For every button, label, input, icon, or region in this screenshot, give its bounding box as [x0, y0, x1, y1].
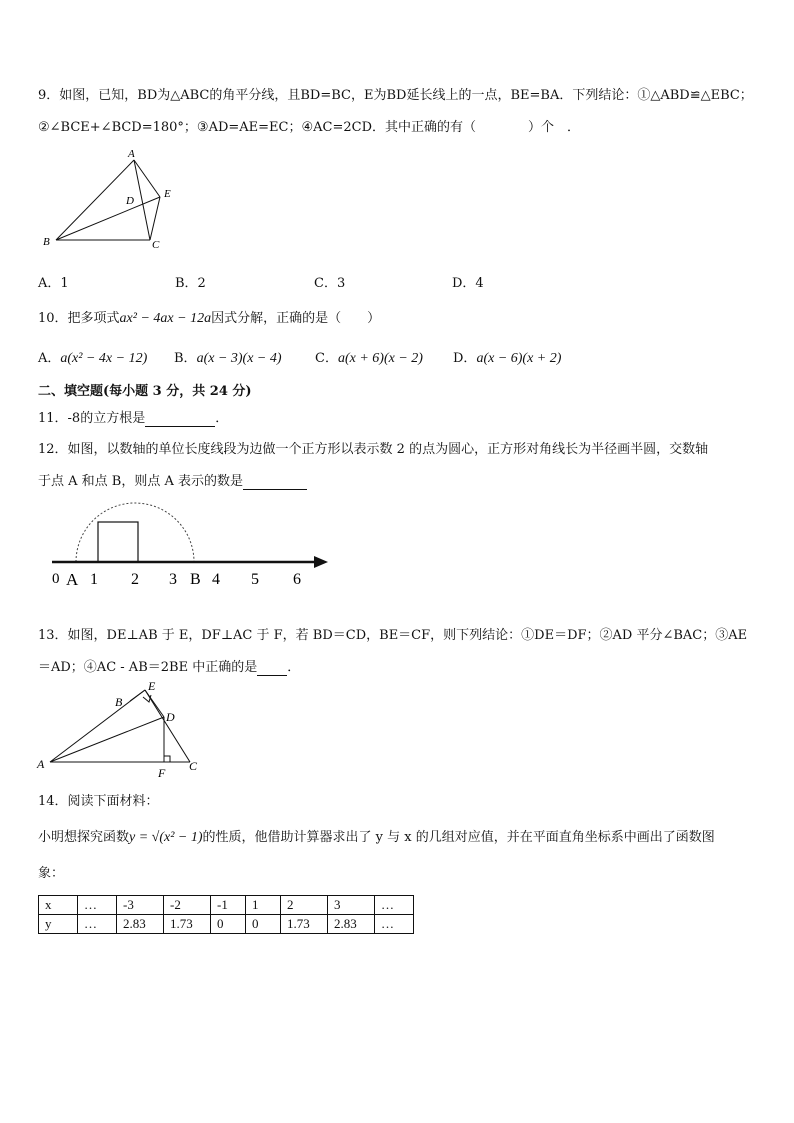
svg-text:5: 5: [251, 571, 259, 588]
q10-polynomial: ax² − 4ax − 12a: [119, 311, 212, 326]
svg-text:E: E: [148, 679, 156, 693]
q10-suffix: 因式分解，正确的是（ ）: [211, 311, 381, 326]
svg-text:6: 6: [293, 571, 301, 588]
q12-line2-wrap: [38, 470, 307, 490]
q9-line1: 9．如图，已知，BD为△ABC的角平分线，且BD=BC，E为BD延长线上的一点，BE=BA．下列结论：①△ABD≌△EBC；: [38, 88, 753, 103]
table-row-y: y … 2.83 1.73 0 0 1.73 2.83 …: [39, 915, 414, 934]
q9-label-e: E: [164, 188, 171, 200]
q10-option-b: B．a(x − 3)(x − 4): [174, 351, 282, 366]
q9-triangle-figure: [30, 142, 190, 254]
q10-option-c: C．a(x + 6)(x − 2): [315, 351, 423, 366]
q13-line1: 13．如图，DE⊥AB 于 E，DF⊥AC 于 F，若 BD＝CD，BE＝CF，则下列结论：①DE＝DF；②AD 平分∠BAC；③AE: [38, 628, 748, 643]
q10-stem: [38, 307, 380, 327]
svg-text:B: B: [115, 695, 123, 709]
q12-line1: 12．如图，以数轴的单位长度线段为边做一个正方形以表示数 2 的点为圆心，正方形对角线长为半径画半圆，交数轴: [38, 442, 709, 457]
q14-function: y = √(x² − 1): [129, 830, 203, 845]
svg-text:2: 2: [131, 571, 139, 588]
q11-answer-blank[interactable]: [145, 411, 215, 427]
q14-line2: 象：: [38, 866, 65, 881]
q9-label-a: A: [128, 148, 135, 160]
svg-text:4: 4: [212, 571, 220, 588]
q11: [38, 407, 228, 427]
q9-label-b: B: [43, 236, 50, 248]
svg-text:F: F: [158, 766, 166, 780]
q9-line2: ②∠BCE+∠BCD=180°；③AD=AE=EC；④AC=2CD．其中正确的有（ ）个 ．: [38, 120, 581, 135]
q10-prefix: 10．把多项式: [38, 311, 120, 326]
q14-value-table: [38, 895, 414, 934]
svg-text:B: B: [190, 571, 201, 588]
q13-line2: ＝AD；④AC - AB＝2BE 中正确的是: [38, 660, 258, 675]
table-row-x: x … -3 -2 -1 1 2 3 …: [39, 896, 414, 915]
q12-number-line-figure: [40, 500, 340, 592]
q9-option-d: D．4: [452, 276, 484, 291]
q9-option-c: C．3: [314, 276, 346, 291]
q13-answer-blank[interactable]: [257, 660, 287, 676]
svg-text:0: 0: [52, 571, 60, 587]
svg-text:3: 3: [169, 571, 177, 588]
q9-option-b: B．2: [175, 276, 206, 291]
q12-answer-blank[interactable]: [243, 474, 307, 490]
q11-end: ．: [215, 411, 229, 426]
q12-line2: 于点 A 和点 B，则点 A 表示的数是: [38, 474, 243, 489]
q9-option-a: A．1: [38, 276, 69, 291]
q9-label-c: C: [152, 239, 160, 251]
svg-text:D: D: [166, 710, 175, 724]
q14-title: 14．阅读下面材料：: [38, 794, 159, 809]
q13-triangle-figure: [30, 676, 210, 784]
q9-label-d: D: [126, 195, 134, 207]
q10-option-a: A．a(x² − 4x − 12): [38, 351, 148, 366]
q13-line2-wrap: ＝AD；④AC - AB＝2BE 中正确的是 ．: [38, 660, 301, 675]
q14-line1: 小明想探究函数y = √(x² − 1)的性质，他借助计算器求出了 y 与 x 的几组对应值，并在平面直角坐标系中画出了函数图: [38, 830, 715, 845]
svg-text:1: 1: [90, 571, 98, 588]
section-title: 二、填空题(每小题 3 分，共 24 分): [38, 384, 252, 399]
svg-text:C: C: [189, 759, 198, 773]
q11-text: 11．-8的立方根是: [38, 411, 146, 426]
q10-option-d: D．a(x − 6)(x + 2): [453, 351, 562, 366]
svg-text:A: A: [37, 757, 45, 771]
svg-text:A: A: [66, 570, 79, 589]
